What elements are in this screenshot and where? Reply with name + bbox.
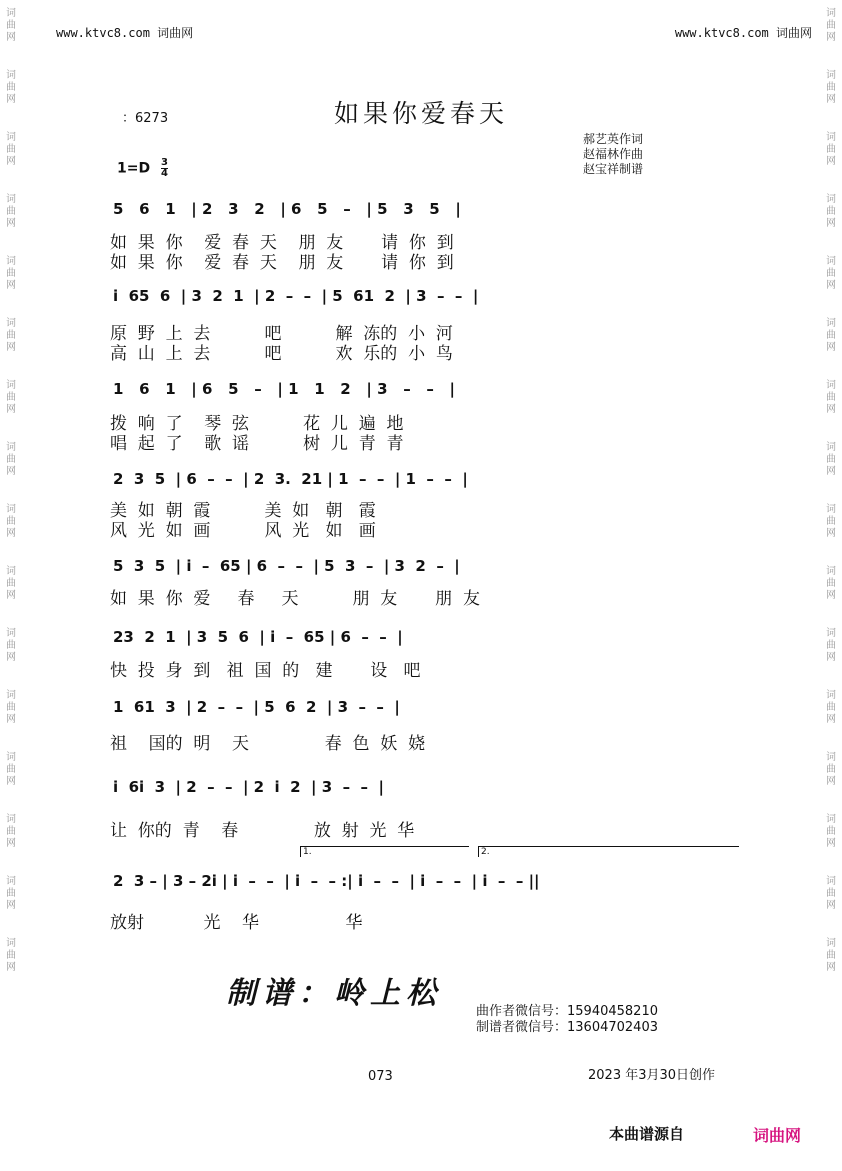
watermark-char: 网 <box>826 404 836 415</box>
watermark-char: 网 <box>6 466 16 477</box>
watermark-char: 曲 <box>6 392 16 403</box>
page-title: 如果你爱春天 <box>333 99 508 128</box>
notation-line: 1 6 1 | 6 5 – | 1 1 2 | 3 – – | <box>113 380 456 398</box>
watermark-char: 网 <box>6 528 16 539</box>
watermark-char: 曲 <box>826 20 836 31</box>
watermark-char: 词 <box>6 628 16 639</box>
watermark-char: 曲 <box>826 578 836 589</box>
lyric-line: 美 如 朝 霞 美 如 朝 霞 <box>110 501 376 521</box>
watermark-char: 曲 <box>6 206 16 217</box>
watermark-char: 曲 <box>826 764 836 775</box>
watermark-char: 曲 <box>6 20 16 31</box>
lyric-line: 如 果 你 爱 春 天 朋 友 朋 友 <box>110 589 480 609</box>
watermark-char: 词 <box>826 690 836 701</box>
watermark-char: 词 <box>826 938 836 949</box>
watermark-char: 网 <box>6 838 16 849</box>
watermark-char: 词 <box>826 256 836 267</box>
creation-date: 2023 年3月30日创作 <box>588 1068 716 1083</box>
composer-wechat: 曲作者微信号：15940458210 <box>476 1004 658 1019</box>
watermark-char: 词 <box>826 8 836 19</box>
header-right-url[interactable]: www.ktvc8.com 词曲网 <box>674 26 812 40</box>
watermark-char: 网 <box>826 218 836 229</box>
arranger-wechat: 制谱者微信号：13604702403 <box>476 1020 658 1035</box>
lyric-line: 高 山 上 去 吧 欢 乐的 小 鸟 <box>110 344 453 364</box>
volta-bracket: 1. <box>300 846 469 857</box>
watermark-char: 网 <box>6 404 16 415</box>
lyric-line: 风 光 如 画 风 光 如 画 <box>110 521 376 541</box>
watermark-char: 词 <box>826 442 836 453</box>
notation-line: 2 3 5 | 6 – – | 2 3. 21 | 1 – – | 1 – – | <box>113 470 468 488</box>
watermark-char: 曲 <box>826 82 836 93</box>
watermark-char: 曲 <box>826 826 836 837</box>
watermark-char: 词 <box>6 132 16 143</box>
notation-line: 2 3 – | 3 – 2i | i – – | i – – :| i – – | i – – | i – – || <box>113 872 540 890</box>
watermark-char: 网 <box>6 652 16 663</box>
watermark-char: 曲 <box>826 702 836 713</box>
lyric-line: 拨 响 了 琴 弦 花 儿 遍 地 <box>110 414 404 434</box>
header-left-url[interactable]: www.ktvc8.com 词曲网 <box>56 26 194 40</box>
watermark-char: 词 <box>6 194 16 205</box>
watermark-char: 曲 <box>6 826 16 837</box>
watermark-char: 词 <box>6 690 16 701</box>
watermark-char: 网 <box>6 900 16 911</box>
watermark-char: 词 <box>826 876 836 887</box>
volta-bracket: 2. <box>478 846 739 857</box>
watermark-char: 词 <box>826 566 836 577</box>
watermark-char: 词 <box>826 70 836 81</box>
arranger-credit: 赵宝祥制谱 <box>583 162 644 176</box>
notation-line: i 6i 3 | 2 – – | 2 i 2 | 3 – – | <box>113 778 384 796</box>
watermark-char: 网 <box>826 342 836 353</box>
watermark-char: 网 <box>826 714 836 725</box>
watermark-char: 曲 <box>826 640 836 651</box>
watermark-char: 曲 <box>6 268 16 279</box>
watermark-char: 网 <box>826 280 836 291</box>
notation-line: 5 6 1 | 2 3 2 | 6 5 – | 5 3 5 | <box>113 200 461 218</box>
watermark-char: 曲 <box>826 516 836 527</box>
watermark-char: 曲 <box>6 516 16 527</box>
watermark-char: 词 <box>826 504 836 515</box>
watermark-char: 曲 <box>826 268 836 279</box>
watermark-char: 曲 <box>6 144 16 155</box>
lyric-line: 如 果 你 爱 春 天 朋 友 请 你 到 <box>110 253 454 273</box>
watermark-char: 曲 <box>6 330 16 341</box>
watermark-char: 词 <box>826 814 836 825</box>
watermark-char: 词 <box>6 876 16 887</box>
watermark-char: 网 <box>826 590 836 601</box>
lyric-line: 唱 起 了 歌 谣 树 儿 青 青 <box>110 434 404 454</box>
score-number: ：6273 <box>122 111 169 126</box>
watermark-char: 网 <box>6 94 16 105</box>
watermark-char: 曲 <box>6 764 16 775</box>
watermark-char: 网 <box>826 156 836 167</box>
wechat-info <box>476 1004 658 1036</box>
watermark-char: 网 <box>6 156 16 167</box>
watermark-char: 词 <box>6 814 16 825</box>
watermark-char: 词 <box>6 380 16 391</box>
watermark-char: 网 <box>6 590 16 601</box>
lyric-line: 如 果 你 爱 春 天 朋 友 请 你 到 <box>110 233 454 253</box>
watermark-char: 网 <box>6 32 16 43</box>
time-signature <box>161 158 168 179</box>
watermark-char: 曲 <box>826 330 836 341</box>
time-sig-top: 3 <box>160 157 168 168</box>
watermark-char: 词 <box>826 194 836 205</box>
watermark-char: 词 <box>826 380 836 391</box>
watermark-char: 词 <box>6 442 16 453</box>
watermark-char: 曲 <box>6 950 16 961</box>
lyric-line: 让 你的 青 春 放 射 光 华 <box>110 821 415 841</box>
lyric-line: 原 野 上 去 吧 解 冻的 小 河 <box>110 324 453 344</box>
watermark-char: 曲 <box>6 702 16 713</box>
watermark-char: 网 <box>6 342 16 353</box>
watermark-char: 网 <box>826 838 836 849</box>
watermark-char: 词 <box>6 8 16 19</box>
time-sig-bottom: 4 <box>160 168 168 179</box>
left-watermark-strip <box>3 8 19 1000</box>
lyric-line: 祖 国的 明 天 春 色 妖 娆 <box>110 734 426 754</box>
page-number: 073 <box>368 1069 393 1084</box>
watermark-char: 词 <box>6 566 16 577</box>
notation-line: 23 2 1 | 3 5 6 | i – 65 | 6 – – | <box>113 628 403 646</box>
notation-line: 5 3 5 | i – 65 | 6 – – | 5 3 – | 3 2 – | <box>113 557 460 575</box>
source-label: 本曲谱源自 <box>609 1125 685 1143</box>
watermark-char: 网 <box>826 962 836 973</box>
watermark-char: 词 <box>6 752 16 763</box>
watermark-char: 网 <box>6 218 16 229</box>
watermark-char: 曲 <box>826 888 836 899</box>
watermark-char: 网 <box>826 528 836 539</box>
watermark-char: 曲 <box>6 640 16 651</box>
watermark-char: 曲 <box>826 454 836 465</box>
watermark-char: 词 <box>826 628 836 639</box>
watermark-char: 网 <box>826 32 836 43</box>
watermark-char: 词 <box>6 938 16 949</box>
watermark-char: 网 <box>6 714 16 725</box>
watermark-char: 词 <box>6 256 16 267</box>
watermark-char: 词 <box>6 504 16 515</box>
notation-line: i 65 6 | 3 2 1 | 2 – – | 5 61 2 | 3 – – | <box>113 287 479 305</box>
watermark-char: 网 <box>826 900 836 911</box>
watermark-char: 词 <box>826 752 836 763</box>
watermark-char: 网 <box>826 652 836 663</box>
watermark-char: 网 <box>6 776 16 787</box>
watermark-char: 曲 <box>6 82 16 93</box>
watermark-char: 网 <box>6 962 16 973</box>
watermark-char: 网 <box>826 466 836 477</box>
lyric-line: 放射 光 华 华 <box>110 913 363 933</box>
brand-link[interactable]: 词曲网 <box>753 1126 802 1145</box>
credits <box>583 132 643 177</box>
watermark-char: 曲 <box>826 144 836 155</box>
watermark-char: 曲 <box>826 206 836 217</box>
watermark-char: 词 <box>826 318 836 329</box>
watermark-char: 网 <box>826 94 836 105</box>
right-watermark-strip <box>823 8 839 1000</box>
watermark-char: 词 <box>6 318 16 329</box>
key-label: 1=D <box>117 160 151 177</box>
watermark-char: 曲 <box>826 950 836 961</box>
watermark-char: 网 <box>826 776 836 787</box>
watermark-char: 词 <box>826 132 836 143</box>
lyric-line: 快 投 身 到 祖 国 的 建 设 吧 <box>110 661 421 681</box>
notation-line: 1 61 3 | 2 – – | 5 6 2 | 3 – – | <box>113 698 400 716</box>
watermark-char: 曲 <box>6 454 16 465</box>
watermark-char: 曲 <box>6 578 16 589</box>
watermark-char: 词 <box>6 70 16 81</box>
watermark-char: 曲 <box>826 392 836 403</box>
key-signature <box>117 158 168 179</box>
watermark-char: 网 <box>6 280 16 291</box>
lyricist-credit: 郝艺英作词 <box>583 132 644 146</box>
watermark-char: 曲 <box>6 888 16 899</box>
composer-credit: 赵福林作曲 <box>583 147 644 161</box>
signature: 制谱：岭上松 <box>226 976 442 1011</box>
